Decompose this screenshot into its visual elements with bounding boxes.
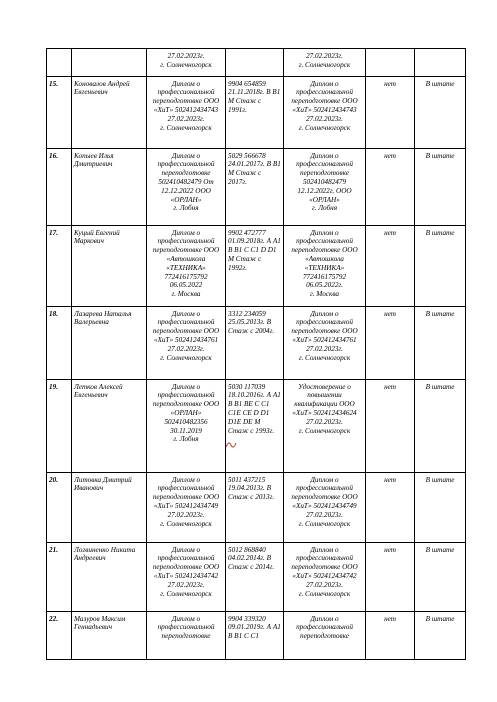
education-document-cell (147, 49, 226, 77)
table-row (47, 542, 466, 611)
employment-status-cell (415, 76, 466, 148)
education-document: 27.02.2023г. г. Солнечногорск (160, 52, 212, 69)
driver-license: 5030 117039 18.10.2016г. А А1 В В1 ВЕ С С1 С1Е СЕ D D1 D1Е DE М Стаж с 1993г. (228, 382, 281, 435)
education-document-cell (147, 306, 226, 379)
education-document-cell (147, 542, 226, 611)
table-body (47, 49, 466, 660)
driver-name-cell (72, 472, 147, 542)
violations-cell (366, 49, 415, 77)
education-document: Диплом о профессиональной переподготовке 502410482479 От 12.12.2022 ООО «ОРЛАН» г. Лобня (157, 151, 215, 213)
violations-cell (366, 611, 415, 659)
qualification-document: Диплом о профессиональной переподготовке ООО «ХиТ» 502412434749 27.02.2023г. г. Солнечногорск (291, 475, 358, 528)
table-row (47, 49, 466, 77)
table-row (47, 225, 466, 306)
table-row (47, 76, 466, 148)
qualification-document-cell (284, 611, 366, 659)
employment-status-cell (415, 148, 466, 225)
employment-status: В штате (425, 382, 455, 391)
driver-license: 9904 654859 21.11.2018г. В В1 М Стаж с 1991г. (228, 79, 281, 114)
education-document-cell (147, 472, 226, 542)
table-row (47, 379, 466, 472)
row-number-cell (47, 472, 72, 542)
violations-cell (366, 76, 415, 148)
row-number-cell (47, 49, 72, 77)
staff-table (46, 48, 466, 660)
education-document: Диплом о профессиональной переподготовке ООО «ХиТ» 502412434742 27.02.2023г. г. Солнечногорск (152, 545, 220, 598)
qualification-document-cell (284, 379, 366, 472)
education-document: Диплом о профессиональной переподготовке ООО «Автошкола «ТЕХНИКА» 772416175792 06.05.2022 г. Москва (152, 228, 220, 299)
table-row (47, 148, 466, 225)
employment-status: В штате (425, 151, 455, 160)
driver-license: 9902 472777 01.09.2018г. А А1 В В1 С С1 D D1 М Стаж с 1992г. (228, 228, 281, 272)
table-row (47, 306, 466, 379)
driver-license-cell (226, 76, 284, 148)
row-number-cell (47, 611, 72, 659)
violations-cell (366, 225, 415, 306)
row-number: 22. (49, 614, 58, 623)
qualification-document: Диплом о профессиональной переподготовке ООО «ХиТ» 502412434743 27.02.2023г. г. Солнечногорск (291, 79, 358, 132)
driver-license: 5011 437215 19.04.2013г. В Стаж с 2013г. (228, 475, 275, 502)
driver-name: Куцый Евгений Маркович (74, 228, 120, 246)
driver-name-cell (72, 542, 147, 611)
education-document: Диплом о профессиональной переподготовке ООО «ХиТ» 502412434743 27.02.2023г. г. Солнечногорск (152, 79, 220, 132)
qualification-document-cell (284, 225, 366, 306)
driver-license: 9904 339320 09.01.2019г. А А1 В В1 С С1 (228, 614, 281, 641)
employment-status: В штате (425, 228, 455, 237)
qualification-document: Диплом о профессиональной переподготовке ООО «ХиТ» 502412434742 27.02.2023г. г. Солнечногорск (291, 545, 358, 598)
row-number-cell (47, 76, 72, 148)
employment-status: В штате (425, 545, 455, 554)
driver-name-cell (72, 76, 147, 148)
education-document: Диплом о профессиональной переподготовке ООО «ХиТ» 502412434761 27.02.2023г. г. Солнечногорск (152, 309, 220, 362)
row-number-cell (47, 306, 72, 379)
driver-license: 3312 234059 25.05.2013г. В Стаж с 2004г. (228, 309, 275, 336)
row-number-cell (47, 542, 72, 611)
driver-license-cell (226, 49, 284, 77)
table-row (47, 472, 466, 542)
driver-name-cell (72, 49, 147, 77)
employment-status-cell (415, 225, 466, 306)
education-document: Диплом о профессиональной переподготовке ООО «ОРЛАН» 502410482356 30.11.2019 г. Лобня (152, 382, 220, 444)
education-document-cell (147, 611, 226, 659)
violations: нет (384, 614, 396, 623)
violations: нет (384, 545, 396, 554)
qualification-document-cell (284, 306, 366, 379)
violations-cell (366, 542, 415, 611)
qualification-document: Удостоверение о повышении квалификации ООО «ХиТ» 502412434624 27.02.2023г. г. Солнечногорск (292, 382, 357, 435)
employment-status-cell (415, 49, 466, 77)
row-number-cell (47, 148, 72, 225)
violations-cell (366, 148, 415, 225)
driver-name: Коновалов Андрей Евгеньевич (74, 79, 130, 97)
violations-cell (366, 306, 415, 379)
employment-status-cell (415, 542, 466, 611)
employment-status: В штате (425, 79, 455, 88)
qualification-document: Диплом о профессиональной переподготовке ООО «ХиТ» 502412434761 27.02.2023г. г. Солнечногорск (291, 309, 358, 362)
table-row (47, 611, 466, 659)
row-number: 17. (49, 228, 58, 237)
employment-status-cell (415, 472, 466, 542)
row-number-cell (47, 379, 72, 472)
driver-name-cell (72, 306, 147, 379)
driver-license-cell (226, 148, 284, 225)
driver-name-cell (72, 225, 147, 306)
row-number: 15. (49, 79, 58, 88)
driver-license-cell (226, 225, 284, 306)
driver-name: Литовка Дмитрий Иванович (74, 475, 132, 493)
violations-cell (366, 472, 415, 542)
employment-status: В штате (425, 309, 455, 318)
row-number: 19. (49, 382, 58, 391)
education-document: Диплом о профессиональной переподготовке ООО «ХиТ» 502412434749 27.02.2023г. г. Солнечногорск (152, 475, 220, 528)
driver-name: Летков Алексей Евгеньевич (74, 382, 123, 400)
qualification-document: Диплом о профессиональной переподготовке 502410482479 12.12.2022г. ООО «ОРЛАН» г. Лобня (296, 151, 353, 213)
employment-status-cell (415, 379, 466, 472)
employment-status: В штате (425, 614, 455, 623)
handwritten-mark (225, 441, 237, 449)
driver-license: 5012 868840 04.02.2014г. В Стаж с 2014г. (228, 545, 275, 572)
driver-name-cell (72, 379, 147, 472)
row-number: 16. (49, 151, 58, 160)
violations: нет (384, 309, 396, 318)
education-document-cell (147, 76, 226, 148)
qualification-document: 27.02.2023г. г. Солнечногорск (298, 52, 351, 69)
education-document-cell (147, 225, 226, 306)
violations: нет (384, 228, 396, 237)
violations: нет (384, 79, 396, 88)
driver-name: Мазуров Максим Геннадьевич (74, 614, 126, 632)
qualification-document-cell (284, 148, 366, 225)
violations: нет (384, 475, 396, 484)
qualification-document: Диплом о профессиональной переподготовке ООО «Автошкола «ТЕХНИКА» 772416175792 06.05.2022г. г. Москва (291, 228, 358, 299)
employment-status-cell (415, 611, 466, 659)
employment-status: В штате (425, 475, 455, 484)
driver-name: Копыев Илья Дмитриевич (74, 151, 114, 169)
driver-license-cell (226, 611, 284, 659)
driver-license-cell (226, 379, 284, 472)
qualification-document-cell (284, 49, 366, 77)
row-number-cell (47, 225, 72, 306)
driver-license: 5029 566678 24.01.2017г. В В1 М Стаж с 2017г. (228, 151, 281, 186)
driver-license-cell (226, 472, 284, 542)
driver-name-cell (72, 148, 147, 225)
row-number: 18. (49, 309, 58, 318)
row-number: 20. (49, 475, 58, 484)
driver-license-cell (226, 542, 284, 611)
violations: нет (384, 151, 396, 160)
education-document: Диплом о профессиональной переподготовке (157, 614, 215, 641)
qualification-document-cell (284, 76, 366, 148)
row-number: 21. (49, 545, 58, 554)
driver-name: Логвиненко Никита Андреевич (74, 545, 136, 563)
qualification-document-cell (284, 542, 366, 611)
qualification-document-cell (284, 472, 366, 542)
driver-license-cell (226, 306, 284, 379)
violations: нет (384, 382, 396, 391)
qualification-document: Диплом о профессиональной переподготовке (296, 614, 353, 641)
employment-status-cell (415, 306, 466, 379)
driver-name: Лазарева Наталья Валерьевна (74, 309, 132, 327)
education-document-cell (147, 148, 226, 225)
education-document-cell (147, 379, 226, 472)
violations-cell (366, 379, 415, 472)
driver-name-cell (72, 611, 147, 659)
